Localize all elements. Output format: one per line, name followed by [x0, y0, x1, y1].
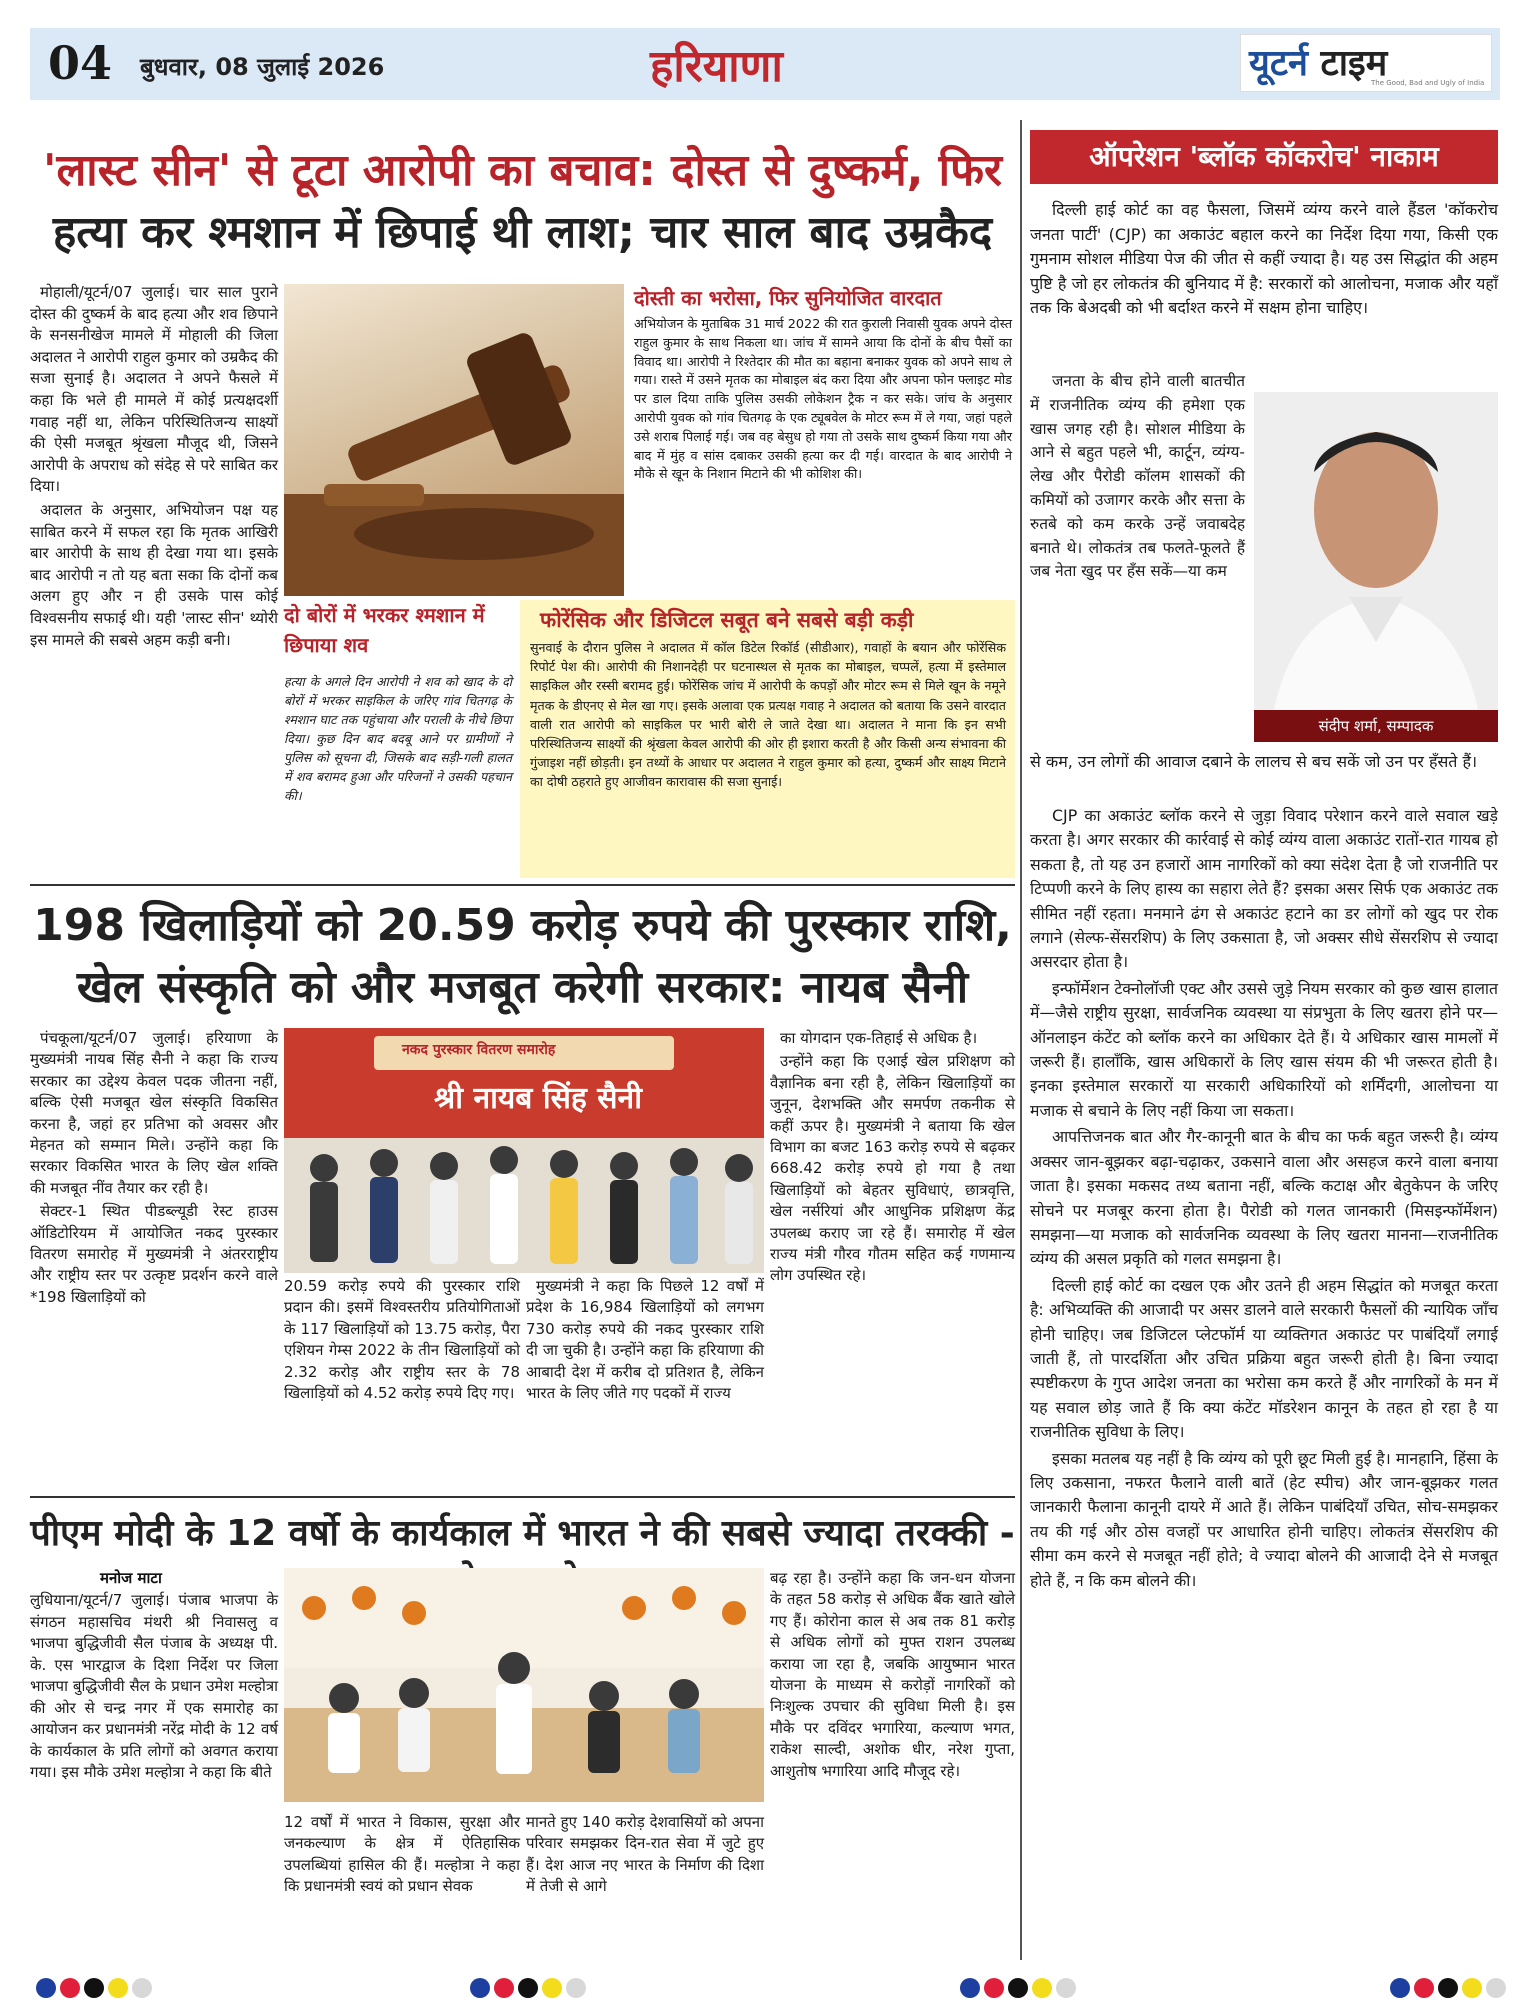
story2-col4 [770, 1028, 1015, 1289]
dot-grey [1486, 1978, 1506, 1998]
award-ceremony-photo [284, 1028, 764, 1273]
story1-headline-line2: हत्या कर श्मशान में छिपाई थी लाश; चार साल बाद उम्रकैद [52, 207, 993, 258]
dot-black [518, 1978, 538, 1998]
editor-photo [1254, 392, 1498, 742]
logo-part1: यूटर्न [1249, 43, 1309, 84]
story1-headline-line1: 'लास्ट सीन' से टूटा आरोपी का बचाव: दोस्त से दुष्कर्म, फिर [42, 145, 1002, 196]
editorial-para-2: इन्फॉर्मेशन टेक्नोलॉजी एक्ट और उससे जुड़े नियम सरकार को कुछ खास हालात में—जैसे राष्ट्रीय सुरक्षा, सार्वजनिक व्यवस्था या संप्रभुता के लिए खतरा होने पर—ऑनलाइन कंटेंट को ब्लॉक करने का अधिकार देते हैं। ये अधिकार खास मामलों में जरूरी हैं। हालाँकि, खास अधिकारों के लिए खास संयम की भी जरूरत होती है। इनका इस्तेमाल सरकारों या सरकारी अधिकारियों को शर्मिंदगी, आलोचना या मजाक से बचाने के लिए नहीं किया जा सकता। [1030, 978, 1498, 1120]
page-number: 04 [48, 36, 113, 90]
story2-col3: मुख्यमंत्री ने कहा कि पिछले 12 वर्षों में प्रदेश के 16,984 खिलाड़ियों को लगभग 730 करोड़ रुपये की नकद पुरस्कार राशि दी जा चुकी है। उन्होंने कहा कि हरियाणा की आबादी देश में करीब दो प्रतिशत है, लेकिन भारत के लिए जीते गए पदकों में राज्य [526, 1277, 764, 1403]
editorial-para-top-text: दिल्ली हाई कोर्ट का वह फैसला, जिसमें व्यंग्य करने वाले हैंडल 'कॉकरोच जनता पार्टी' (CJP) का अकाउंट बहाल करने का निर्देश दिया गया, किसी एक गुमनाम सोशल मीडिया पेज की जीत से कहीं ज्यादा है। यह उस सिद्धांत की अहम पुष्टि है जो हर लोकतंत्र की बुनियाद में है: सरकारों को आलोचना, मजाक और यहाँ तक कि बेअदबी को भी बर्दाश्त करने में सक्षम होना चाहिए। [1030, 200, 1498, 318]
registration-dots-left [36, 1978, 152, 2000]
story1-box3-head: फोरेंसिक और डिजिटल सबूत बने सबसे बड़ी कड़ी [540, 608, 914, 632]
registration-dots-mid [470, 1978, 586, 2000]
story1-box1 [630, 284, 1015, 596]
editorial-para-1: CJP का अकाउंट ब्लॉक करने से जुड़ा विवाद परेशान करने वाले सवाल खड़े करता है। अगर सरकार की कार्रवाई से कोई व्यंग्य वाला अकाउंट रातों-रात गायब हो सकता है, तो यह उन हजारों आम नागरिकों को क्या संदेश देता है जो राजनीति पर टिप्पणी करने के लिए हास्य का सहारा लेते हैं? इसका असर सिर्फ एक अकाउंट तक सीमित नहीं रहता। मनमाने ढंग से अकाउंट हटाने का डर लोगों को खुद पर रोक लगाने (सेल्फ-सेंसरशिप) के लिए उकसाता है, जो अक्सर सीधे सेंसरशिप से ज्यादा असरदार होता है। [1030, 806, 1498, 972]
dot-blue [36, 1978, 56, 1998]
registration-dots-right [960, 1978, 1076, 2000]
editor-caption: संदीप शर्मा, सम्पादक [1254, 710, 1498, 742]
story3-byline: मनोज माटा [100, 1569, 162, 1587]
dot-yellow [542, 1978, 562, 1998]
story-divider [30, 884, 1015, 886]
column-divider [1020, 120, 1022, 1960]
story2-headline-line1: 198 खिलाड़ियों को 20.59 करोड़ रुपये की पुरस्कार राशि, [33, 900, 1012, 951]
editorial-body [1030, 804, 1498, 1595]
editorial-para-cont-text: से कम, उन लोगों की आवाज दबाने के लालच से बच सकें जो उन पर हँसते हैं। [1030, 752, 1478, 771]
dot-grey [566, 1978, 586, 1998]
dot-black [84, 1978, 104, 1998]
masthead [30, 28, 1500, 100]
section-title: हरियाणा [650, 41, 783, 92]
gavel-icon [284, 284, 624, 596]
story2-col1-p2: सेक्टर-1 स्थित पीडब्ल्यूडी रेस्ट हाउस ऑडिटोरियम में आयोजित नकद पुरस्कार वितरण समारोह में मुख्यमंत्री ने अंतरराष्ट्रीय और राष्ट्रीय स्तर पर उत्कृष्ट प्रदर्शन करने वाले *198 खिलाड़ियों को [30, 1202, 278, 1306]
dot-blue [470, 1978, 490, 1998]
dot-yellow [108, 1978, 128, 1998]
editorial-para-3: आपत्तिजनक बात और गैर-कानूनी बात के बीच का फर्क बहुत जरूरी है। व्यंग्य अक्सर जान-बूझकर बढ़ा-चढ़ाकर, उकसाने वाला और असहज करने वाला बनाया जाता है। इसका मकसद तथ्य बताना नहीं, बल्कि कटाक्ष और बेतुकेपन के जरिए सोचने पर मजबूर करना होता है। पैरोडी को गलत जानकारी (मिसइन्फॉर्मेशन) समझना—या मजाक को सार्वजनिक व्यवस्था के लिए खतरा मानना—राजनीतिक व्यंग्य की असल प्रकृति को गलत समझना है। [1030, 1127, 1498, 1269]
story1-col1-p2: अदालत के अनुसार, अभियोजन पक्ष यह साबित करने में सफल रहा कि मृतक आखिरी बार आरोपी के साथ ही देखा गया था। इसके बाद आरोपी न तो यह बता सका कि दोनों कब अलग हुए और न ही उसके पास कोई विश्वसनीय सफाई थी। यही 'लास्ट सीन' थ्योरी इस मामले की सबसे अहम कड़ी बनी। [30, 500, 278, 649]
editorial-para-cont [1030, 750, 1498, 777]
banner-text: नकद पुरस्कार वितरण समारोह [402, 1042, 556, 1058]
dot-yellow [1462, 1978, 1482, 1998]
story2-col1 [30, 1028, 278, 1310]
story2-col1-p1: पंचकूला/यूटर्न/07 जुलाई। हरियाणा के मुख्यमंत्री नायब सिंह सैनी ने कहा कि राज्य सरकार का उद्देश्य केवल पदक जीतना नहीं, बल्कि ऐसी मजबूत खेल संस्कृति विकसित करना है, जहां हर प्रतिभा को अवसर और मेहनत को सम्मान मिले। उन्होंने कहा कि सरकार विकसित भारत के लिए खेल शक्ति की मजबूत नींव तैयार कर रही है। [30, 1029, 278, 1197]
story3-headline[interactable]: पीएम मोदी के 12 वर्षो के कार्यकाल में भारत ने की सबसे ज्यादा तरक्की - [30, 1513, 1015, 1554]
logo-part2: टाइम [1308, 43, 1388, 84]
meeting-image [284, 1568, 764, 1802]
dot-grey [1056, 1978, 1076, 1998]
editorial-para-left-text: जनता के बीच होने वाली बातचीत में राजनीतिक व्यंग्य की हमेशा एक खास जगह रही है। सोशल मीडिया के आने से बहुत पहले भी, कार्टून, व्यंग्य-लेख और पैरोडी कॉलम शासकों की कमियों को उजागर करके और सत्ता के रुतबे को कम करके उन्हें जवाबदेह बनाते थे। लोकतंत्र तब फलते-फूलते हैं जब नेता खुद पर हँस सकें—या कम [1030, 372, 1245, 581]
editorial-para-top [1030, 198, 1498, 323]
story1-box1-text: अभियोजन के मुताबिक 31 मार्च 2022 की रात कुराली निवासी युवक अपने दोस्त राहुल कुमार के साथ निकला था। जांच में सामने आया कि दोनों के बीच पैसों का विवाद था। आरोपी ने रिश्तेदार की मौत का बहाना बनाकर युवक को अपने साथ ले गया। रास्ते में उसने मृतक का मोबाइल बंद करा दिया और अपना फोन फ्लाइट मोड पर डाल दिया ताकि पुलिस उसकी लोकेशन ट्रैक न कर सके। जांच के अनुसार आरोपी युवक को गांव चितगढ़ के एक ट्यूबवेल के मोटर रूम में ले गया, जहां पहले उसे शराब पिलाई गई। जब वह बेसुध हो गया तो उसके साथ दुष्कर्म किया गया और बाद में मुंह व सांस दबाकर उसकी हत्या कर दी गई। वारदात के बाद आरोपी ने मौके से खून के निशान मिटाने की भी कोशिश की। [634, 317, 1012, 483]
story1-headline[interactable] [30, 140, 1015, 264]
story2-col4-p2: उन्होंने कहा कि एआई खेल प्रशिक्षण को वैज्ञानिक बना रही है, लेकिन खिलाड़ियों का जुनून, देशभक्ति और समर्पण तकनीक से कहीं ऊपर है। मुख्यमंत्री ने बताया कि खेल विभाग का बजट 163 करोड़ रुपये से बढ़कर 668.42 करोड़ रुपये हो गया है तथा खिलाड़ियों को बेहतर सुविधाएं, छात्रवृत्ति, खेल नर्सरियां और आधुनिक प्रशिक्षण केंद्र उपलब्ध कराए जा रहे हैं। समारोह में खेल राज्य मंत्री गौरव गौतम सहित कई गणमान्य लोग उपस्थित रहे। [770, 1052, 1015, 1285]
dot-red [60, 1978, 80, 1998]
story2-col4-p1: का योगदान एक-तिहाई से अधिक है। [780, 1029, 978, 1047]
story1-box3 [520, 600, 1015, 878]
story2-headline-line2: खेल संस्कृति को और मजबूत करेगी सरकार: नायब सैनी [76, 962, 969, 1013]
dot-blue [1390, 1978, 1410, 1998]
story2-headline[interactable] [30, 895, 1015, 1019]
story3-col3: मानते हुए 140 करोड़ देशवासियों को अपना परिवार समझकर दिन-रात सेवा में जुटे हुए हैं। देश आज नए भारत के निर्माण की दिशा में तेजी से आगे [526, 1813, 764, 1896]
dot-red [1414, 1978, 1434, 1998]
logo-tagline: The Good, Bad and Ugly of India [1371, 79, 1485, 87]
dot-yellow [1032, 1978, 1052, 1998]
story3-col1: लुधियाना/यूटर्न/7 जुलाई। पंजाब भाजपा के संगठन महासचिव मंथरी श्री निवासलु व भाजपा बुद्धिजीवी सैल पंजाब के अध्यक्ष पी. के. एस भारद्वाज के दिशा निर्देश पर जिला भाजपा बुद्धिजीवी सैल के प्रधान उमेश मल्होत्रा की ओर से चन्द्र नगर में एक समारोह का आयोजन कर प्रधानमंत्री नरेंद्र मोदी के 12 वर्ष के कार्यकाल के प्रति लोगों को अवगत कराया गया। इस मौके उमेश मल्होत्रा ने कहा कि बीते [30, 1591, 278, 1781]
issue-date: बुधवार, 08 जुलाई 2026 [140, 53, 385, 81]
editorial-para-left [1030, 370, 1245, 586]
banner-name: श्री नायब सिंह सैनी [434, 1081, 642, 1116]
story1-box2-text: हत्या के अगले दिन आरोपी ने शव को खाद के दो बोरों में भरकर साइकिल के जरिए गांव चितगढ़ के श्मशान घाट तक पहुंचाया और पराली के नीचे छिपा दिया। कुछ दिन बाद बदबू आने पर ग्रामीणों ने पुलिस को सूचना दी, जिसके बाद सड़ी-गली हालत में शव बरामद हुआ और परिजनों ने उसकी पहचान की। [284, 674, 512, 803]
editor-portrait [1254, 392, 1498, 710]
story1-col1 [30, 282, 278, 653]
story1-box3-text: सुनवाई के दौरान पुलिस ने अदालत में कॉल डिटेल रिकॉर्ड (सीडीआर), गवाहों के बयान और फोरेंसिक रिपोर्ट पेश की। आरोपी की निशानदेही पर घटनास्थल से मृतक का मोबाइल, चप्पलें, हत्या में इस्तेमाल साइकिल और रस्सी बरामद हुई। फोरेंसिक जांच में आरोपी के कपड़ों और मोटर रूम से मिले खून के नमूने मृतक के डीएनए से मेल खा गए। इसके अलावा एक प्रत्यक्ष गवाह ने अदालत को बताया कि उसने वारदात वाली रात आरोपी को साइकिल पर भारी बोरी ले जाते देखा था। अदालत ने माना कि इन सभी परिस्थितिजन्य साक्ष्यों की श्रृंखला केवल आरोपी की ओर ही इशारा करती है और किसी अन्य संभावना की गुंजाइश नहीं छोड़ती। इन तथ्यों के आधार पर अदालत ने राहुल कुमार को हत्या, दुष्कर्म और साक्ष्य मिटाने का दोषी ठहराते हुए आजीवन कारावास की सजा सुनाई। [530, 640, 1006, 790]
top-strip [0, 0, 1536, 18]
story1-box1-head: दोस्ती का भरोसा, फिर सुनियोजित वारदात [634, 286, 942, 310]
dot-red [984, 1978, 1004, 1998]
editorial-title[interactable]: ऑपरेशन 'ब्लॉक कॉकरोच' नाकाम [1030, 130, 1498, 184]
story-divider-2 [30, 1496, 1015, 1498]
story1-col1-p1: मोहाली/यूटर्न/07 जुलाई। चार साल पुराने दोस्त की दुष्कर्म के बाद हत्या और शव छिपाने के सनसनीखेज मामले में मोहाली की जिला अदालत ने आरोपी राहुल कुमार को उम्रकैद की सजा सुनाई है। अदालत ने अपने फैसले में कहा कि भले ही मामले में कोई प्रत्यक्षदर्शी गवाह नहीं था, लेकिन परिस्थितिजन्य साक्ष्यों की ऐसी मजबूत श्रृंखला मौजूद थी, जिसने आरोपी के अपराध को संदेह से परे साबित कर दिया। [30, 283, 278, 496]
ceremony-image [284, 1028, 764, 1273]
story2-col2: 20.59 करोड़ रुपये की पुरस्कार राशि प्रदान की। इसमें विश्वस्तरीय प्रतियोगिताओं के 117 खिलाड़ियों को 13.75 करोड़, पैरा एशियन गेम्स 2022 के तीन खिलाड़ियों को 2.32 करोड़ और राष्ट्रीय स्तर के 78 खिलाड़ियों को 4.52 करोड़ रुपये दिए गए। [284, 1277, 520, 1403]
editorial-para-4: दिल्ली हाई कोर्ट का दखल एक और उतने ही अहम सिद्धांत को मजबूत करता है: अभिव्यक्ति की आजादी पर असर डालने वाले सरकारी फैसलों की न्यायिक जाँच होनी चाहिए। जब डिजिटल प्लेटफॉर्म या व्यक्तिगत अकाउंट पर पाबंदियाँ लगाई जाती हैं, तो पारदर्शिता और उचित प्रक्रिया बहुत जरूरी होती है। बिना ज्यादा स्पष्टीकरण के गुप्त आदेश जनता का भरोसा कम करते हैं और नागरिकों के मन में यह सवाल छोड़ जाते हैं कि क्या कंटेंट मॉडरेशन कानून के तहत हो रहा है या राजनीतिक सुविधा के लिए। [1030, 1275, 1498, 1442]
dot-black [1008, 1978, 1028, 1998]
dot-grey [132, 1978, 152, 1998]
story1-box2-head: दो बोरों में भरकर श्मशान में छिपाया शव [284, 603, 485, 657]
story1-box2 [284, 600, 512, 870]
bjp-meeting-photo [284, 1568, 764, 1802]
story3-col2: 12 वर्षों में भारत ने विकास, सुरक्षा और जनकल्याण के क्षेत्र में ऐतिहासिक उपलब्धियां हासिल की हैं। मल्होत्रा ने कहा कि प्रधानमंत्री स्वयं को प्रधान सेवक [284, 1813, 520, 1896]
newspaper-logo[interactable] [1240, 34, 1492, 92]
editorial-para-5: इसका मतलब यह नहीं है कि व्यंग्य को पूरी छूट मिली हुई है। मानहानि, हिंसा के लिए उकसाना, नफरत फैलाने वाली बातें (हेट स्पीच) और जान-बूझकर गलत जानकारी फैलाना कानूनी दायरे में आते हैं। लेकिन पाबंदियाँ उचित, सोच-समझकर तय की गई और ठोस वजहों पर आधारित होनी चाहिए। लोकतंत्र सेंसरशिप की सीमा कम करने से मजबूत नहीं होते; वे ज्यादा बोलने की आजादी देने से मजबूत होते हैं, न कि कम बोलने की। [1030, 1448, 1498, 1590]
registration-dots-far-right [1390, 1978, 1506, 2000]
dot-black [1438, 1978, 1458, 1998]
gavel-photo [284, 284, 624, 596]
story3-col4: बढ़ रहा है। उन्होंने कहा कि जन-धन योजना के तहत 58 करोड़ से अधिक बैंक खाते खोले गए हैं। कोरोना काल से अब तक 81 करोड़ से अधिक लोगों को मुफ्त राशन उपलब्ध कराया जा रहा है, जबकि आयुष्मान भारत योजना के माध्यम से करोड़ों नागरिकों को निःशुल्क उपचार की सुविधा मिली है। इस मौके पर दविंदर भगारिया, कल्याण भगत, राकेश साल्दी, अशोक धीर, नरेश गुप्ता, आशुतोष भगारिया आदि मौजूद रहे। [770, 1569, 1015, 1780]
dot-blue [960, 1978, 980, 1998]
dot-red [494, 1978, 514, 1998]
